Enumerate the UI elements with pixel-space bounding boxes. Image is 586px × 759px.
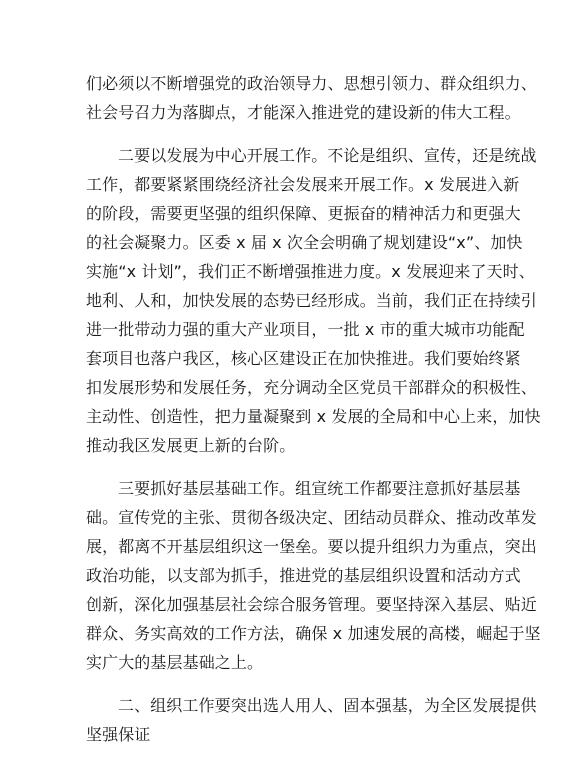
text-line: 进一批带动力强的重大产业项目，一批 x 市的重大城市功能配	[86, 320, 525, 339]
text-line: 坚强保证	[86, 725, 151, 744]
text-line: 二要以发展为中心开展工作。不论是组织、宣传，还是统战	[118, 146, 537, 165]
paragraph-1	[86, 69, 537, 127]
text-line: 础。宣传党的主张、贯彻各级决定、团结动员群众、推动改革发	[86, 508, 537, 527]
text-line: 实广大的基层基础之上。	[86, 653, 264, 672]
text-line: 社会号召力为落脚点，才能深入推进党的建设新的伟大工程。	[86, 103, 521, 122]
text-line: 实施“x 计划”，我们正不断增强推进力度。x 发展迎来了天时、	[86, 262, 535, 281]
paragraph-3	[86, 474, 541, 677]
text-line: 群众、务实高效的工作方法，确保 x 加速发展的高楼，崛起于坚	[86, 624, 541, 643]
text-line: 三要抓好基层基础工作。组宣统工作都要注意抓好基层基	[118, 479, 521, 498]
text-line: 二、组织工作要突出选人用人、固本强基，为全区发展提供	[118, 696, 537, 715]
text-line: 政治功能，以支部为抓手，推进党的基层组织设置和活动方式	[86, 566, 521, 585]
text-line: 创新，深化加强基层社会综合服务管理。要坚持深入基层、贴近	[86, 595, 537, 614]
text-line: 们必须以不断增强党的政治领导力、思想引领力、群众组织力、	[86, 74, 537, 93]
text-line: 工作，都要紧紧围绕经济社会发展来开展工作。x 发展进入新	[86, 175, 520, 194]
text-line: 展，都离不开基层组织这一堡垒。要以提升组织力为重点，突出	[86, 537, 537, 556]
text-line: 扣发展形势和发展任务，充分调动全区党员干部群众的积极性、	[86, 378, 537, 397]
paragraph-2	[86, 141, 541, 460]
text-line: 地利、人和，加快发展的态势已经形成。当前，我们正在持续引	[86, 291, 537, 310]
document-body	[86, 69, 541, 749]
text-line: 的阶段，需要更坚强的组织保障、更振奋的精神活力和更强大	[86, 204, 521, 223]
text-line: 主动性、创造性，把力量凝聚到 x 发展的全局和中心上来，加快	[86, 407, 541, 426]
section-heading	[86, 691, 537, 749]
text-line: 套项目也落户我区，核心区建设正在加快推进。我们要始终紧	[86, 349, 521, 368]
text-line: 的社会凝聚力。区委 x 届 x 次全会明确了规划建设“x”、加快	[86, 233, 523, 252]
text-line: 推动我区发展更上新的台阶。	[86, 436, 296, 455]
